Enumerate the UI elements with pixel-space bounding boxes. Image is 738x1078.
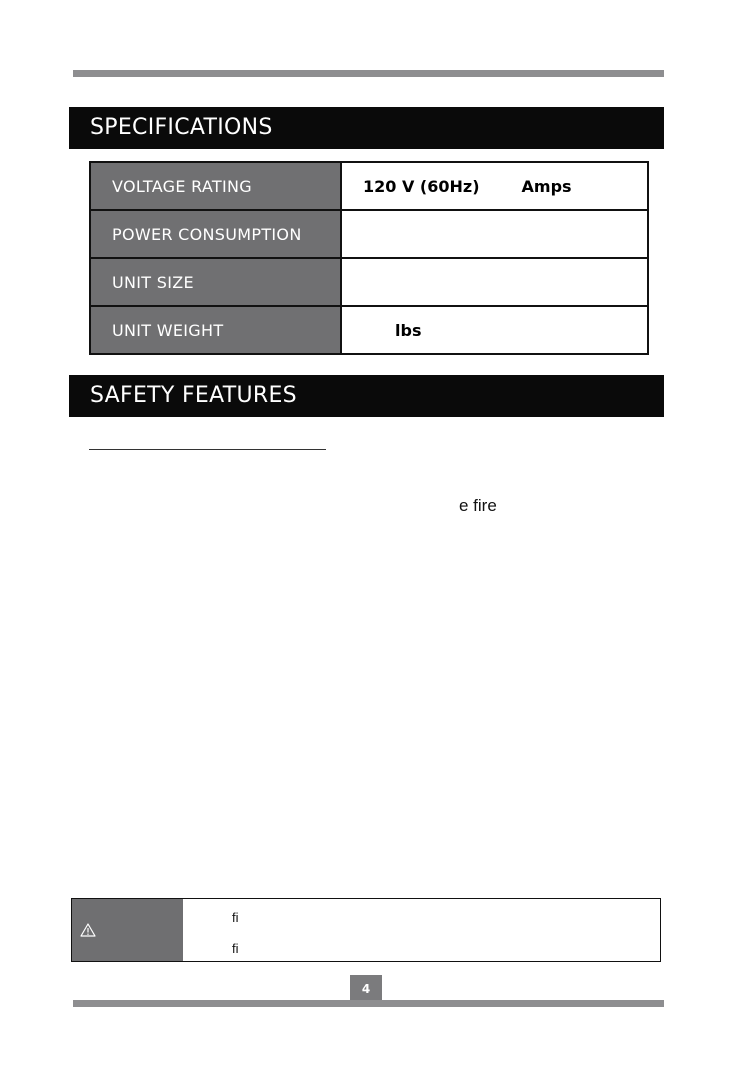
table-row [90,258,648,306]
subheading-underline [89,449,326,450]
voltage-rating-label: VOLTAGE RATING [90,162,341,210]
weight-unit: lbs [395,320,422,340]
specifications-table [89,161,649,355]
table-row [90,162,648,210]
table-row [90,306,648,354]
safety-text-fragment: e fire [459,496,497,515]
specifications-header: SPECIFICATIONS [72,107,664,149]
warning-triangle-icon [80,923,96,937]
amps-unit: Amps [521,176,572,196]
power-consumption-value [341,210,648,258]
warning-line-2: fi [232,941,239,956]
warning-box [71,898,661,962]
table-row [90,210,648,258]
unit-size-label: UNIT SIZE [90,258,341,306]
top-rule [73,70,664,77]
power-consumption-label: POWER CONSUMPTION [90,210,341,258]
voltage-value: 120 V (60Hz) [363,176,480,196]
page-number: 4 [350,975,382,1001]
unit-weight-label: UNIT WEIGHT [90,306,341,354]
unit-size-value [341,258,648,306]
unit-weight-value [341,306,648,354]
safety-features-header: SAFETY FEATURES [72,375,664,417]
bottom-rule [73,1000,664,1007]
voltage-rating-value [341,162,648,210]
warning-label-panel [72,899,183,961]
warning-line-1: fi [232,910,239,925]
